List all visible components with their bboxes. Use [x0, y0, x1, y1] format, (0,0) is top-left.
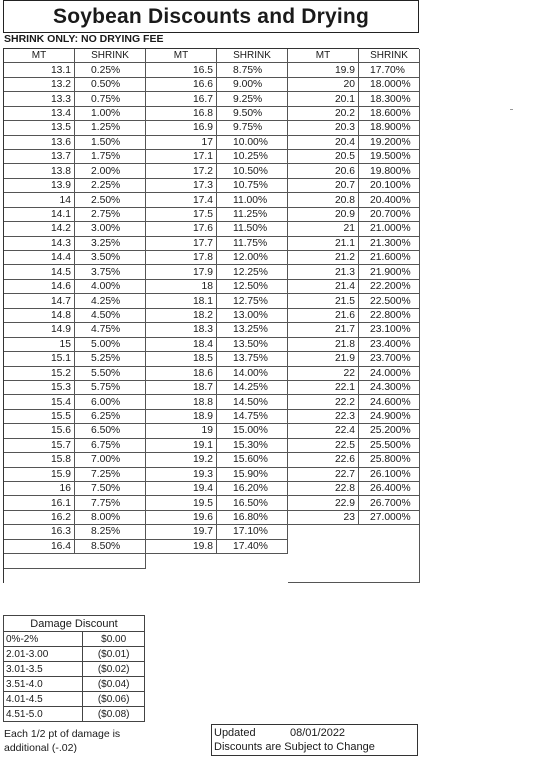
damage-note — [4, 727, 154, 755]
moisture-cell: 20.8 — [288, 193, 359, 207]
shrink-cell: 12.50% — [217, 280, 288, 294]
shrink-cell: 2.00% — [75, 164, 146, 178]
moisture-cell: 14.5 — [4, 265, 75, 279]
moisture-cell: 19.5 — [146, 496, 217, 510]
moisture-cell: 22.7 — [288, 468, 359, 482]
damage-row — [4, 677, 145, 692]
moisture-cell: 19.1 — [146, 439, 217, 453]
moisture-cell: 16.2 — [4, 511, 75, 525]
moisture-cell: 19.9 — [288, 63, 359, 77]
shrink-cell: 16.80% — [217, 511, 288, 525]
shrink-cell: 13.25% — [217, 323, 288, 337]
moisture-cell: 22.5 — [288, 439, 359, 453]
moisture-cell: 18.5 — [146, 352, 217, 366]
shrink-cell: 5.25% — [75, 352, 146, 366]
moisture-cell: 15.2 — [4, 367, 75, 381]
column-header: SHRINK — [75, 49, 146, 63]
shrink-cell: 0.25% — [75, 63, 146, 77]
damage-amount: $0.00 — [83, 632, 145, 647]
damage-range: 4.01-4.5 — [4, 692, 83, 707]
shrink-cell: 4.00% — [75, 280, 146, 294]
moisture-cell: 19.3 — [146, 468, 217, 482]
moisture-cell: 13.7 — [4, 150, 75, 164]
shrink-cell: 16.20% — [217, 482, 288, 496]
moisture-cell: 21.1 — [288, 237, 359, 251]
shrink-cell: 3.50% — [75, 251, 146, 265]
shrink-cell: 23.400% — [359, 338, 420, 352]
shrink-cell: 9.75% — [217, 121, 288, 135]
shrink-cell: 13.50% — [217, 338, 288, 352]
moisture-cell: 20.1 — [288, 92, 359, 106]
moisture-cell: 18.8 — [146, 395, 217, 409]
moisture-cell: 15.1 — [4, 352, 75, 366]
shrink-cell: 14.50% — [217, 395, 288, 409]
moisture-cell: 14.9 — [4, 323, 75, 337]
shrink-cell: 9.50% — [217, 107, 288, 121]
empty-cell — [288, 525, 420, 583]
damage-amount: ($0.01) — [83, 647, 145, 662]
moisture-cell: 18.7 — [146, 381, 217, 395]
moisture-cell: 17 — [146, 136, 217, 150]
moisture-cell: 13.3 — [4, 92, 75, 106]
shrink-cell: 15.30% — [217, 439, 288, 453]
shrink-cell: 2.75% — [75, 208, 146, 222]
damage-amount: ($0.02) — [83, 662, 145, 677]
damage-amount: ($0.06) — [83, 692, 145, 707]
moisture-cell: 16 — [4, 482, 75, 496]
moisture-cell: 21.7 — [288, 323, 359, 337]
shrink-cell: 2.25% — [75, 179, 146, 193]
moisture-cell: 21 — [288, 222, 359, 236]
moisture-cell: 16.9 — [146, 121, 217, 135]
shrink-cell: 24.600% — [359, 395, 420, 409]
shrink-cell: 18.600% — [359, 107, 420, 121]
moisture-cell: 13.8 — [4, 164, 75, 178]
shrink-cell: 12.25% — [217, 265, 288, 279]
moisture-cell: 21.4 — [288, 280, 359, 294]
shrink-cell: 10.00% — [217, 136, 288, 150]
shrink-cell: 18.300% — [359, 92, 420, 106]
shrink-cell: 21.300% — [359, 237, 420, 251]
moisture-cell: 21.3 — [288, 265, 359, 279]
shrink-cell: 17.40% — [217, 540, 288, 554]
shrink-cell: 1.75% — [75, 150, 146, 164]
shrink-cell: 8.25% — [75, 525, 146, 539]
shrink-cell: 3.75% — [75, 265, 146, 279]
moisture-cell: 13.5 — [4, 121, 75, 135]
shrink-cell: 22.800% — [359, 309, 420, 323]
shrink-cell: 26.700% — [359, 496, 420, 510]
moisture-cell: 22.2 — [288, 395, 359, 409]
shrink-cell: 24.900% — [359, 410, 420, 424]
moisture-cell: 15.6 — [4, 424, 75, 438]
column-header: SHRINK — [217, 49, 288, 63]
moisture-cell: 18.1 — [146, 294, 217, 308]
damage-range: 0%-2% — [4, 632, 83, 647]
moisture-cell: 14.8 — [4, 309, 75, 323]
moisture-cell: 22.6 — [288, 453, 359, 467]
shrink-cell: 4.25% — [75, 294, 146, 308]
shrink-cell: 10.50% — [217, 164, 288, 178]
moisture-cell: 18.4 — [146, 338, 217, 352]
shrink-cell: 20.700% — [359, 208, 420, 222]
moisture-cell: 17.5 — [146, 208, 217, 222]
moisture-cell: 13.6 — [4, 136, 75, 150]
shrink-cell: 9.25% — [217, 92, 288, 106]
scan-mark — [510, 109, 513, 110]
shrink-cell: 4.50% — [75, 309, 146, 323]
moisture-cell: 16.7 — [146, 92, 217, 106]
shrink-cell: 25.500% — [359, 439, 420, 453]
shrink-cell: 12.75% — [217, 294, 288, 308]
shrink-cell: 6.25% — [75, 410, 146, 424]
moisture-cell: 20.5 — [288, 150, 359, 164]
shrink-cell: 6.50% — [75, 424, 146, 438]
moisture-cell: 22.3 — [288, 410, 359, 424]
shrink-cell: 26.400% — [359, 482, 420, 496]
updated-date: 08/01/2022 — [290, 727, 346, 739]
moisture-cell: 15.7 — [4, 439, 75, 453]
shrink-cell: 22.500% — [359, 294, 420, 308]
shrink-cell: 11.50% — [217, 222, 288, 236]
shrink-cell: 25.200% — [359, 424, 420, 438]
moisture-cell: 15.5 — [4, 410, 75, 424]
column-header: MT — [146, 49, 217, 63]
shrink-cell: 9.00% — [217, 78, 288, 92]
shrink-cell: 19.200% — [359, 136, 420, 150]
shrink-cell: 3.00% — [75, 222, 146, 236]
shrink-cell: 7.75% — [75, 496, 146, 510]
moisture-cell: 19.4 — [146, 482, 217, 496]
shrink-cell: 13.75% — [217, 352, 288, 366]
shrink-cell: 24.300% — [359, 381, 420, 395]
moisture-cell: 16.6 — [146, 78, 217, 92]
shrink-cell: 11.25% — [217, 208, 288, 222]
moisture-cell: 22.8 — [288, 482, 359, 496]
moisture-cell: 14.4 — [4, 251, 75, 265]
moisture-cell: 17.4 — [146, 193, 217, 207]
moisture-cell: 20.9 — [288, 208, 359, 222]
updated-label: Updated — [214, 727, 256, 739]
moisture-cell: 16.8 — [146, 107, 217, 121]
moisture-cell: 15 — [4, 338, 75, 352]
shrink-cell: 15.00% — [217, 424, 288, 438]
moisture-cell: 19.7 — [146, 525, 217, 539]
shrink-cell: 20.400% — [359, 193, 420, 207]
moisture-cell: 17.3 — [146, 179, 217, 193]
moisture-cell: 20 — [288, 78, 359, 92]
damage-row — [4, 707, 145, 722]
shrink-cell: 21.600% — [359, 251, 420, 265]
moisture-cell: 17.6 — [146, 222, 217, 236]
shrink-cell: 6.75% — [75, 439, 146, 453]
shrink-cell: 12.00% — [217, 251, 288, 265]
moisture-cell: 17.7 — [146, 237, 217, 251]
moisture-cell: 20.3 — [288, 121, 359, 135]
shrink-cell: 15.90% — [217, 468, 288, 482]
moisture-cell: 22.9 — [288, 496, 359, 510]
shrink-cell: 5.50% — [75, 367, 146, 381]
shrink-cell: 11.75% — [217, 237, 288, 251]
moisture-cell: 18.6 — [146, 367, 217, 381]
moisture-cell: 13.2 — [4, 78, 75, 92]
moisture-cell: 17.8 — [146, 251, 217, 265]
shrink-cell: 18.900% — [359, 121, 420, 135]
moisture-cell: 22.1 — [288, 381, 359, 395]
damage-range: 3.51-4.0 — [4, 677, 83, 692]
shrink-cell: 7.25% — [75, 468, 146, 482]
moisture-cell: 23 — [288, 511, 359, 525]
shrink-cell: 17.70% — [359, 63, 420, 77]
subtitle: SHRINK ONLY: NO DRYING FEE — [4, 33, 164, 45]
damage-header: Damage Discount — [4, 616, 145, 632]
moisture-cell: 15.9 — [4, 468, 75, 482]
shrink-cell: 8.00% — [75, 511, 146, 525]
shrink-cell: 10.75% — [217, 179, 288, 193]
moisture-cell: 15.3 — [4, 381, 75, 395]
damage-note-line1: Each 1/2 pt of damage is — [4, 728, 121, 740]
shrink-cell: 16.50% — [217, 496, 288, 510]
column-header: MT — [4, 49, 75, 63]
moisture-cell: 14.7 — [4, 294, 75, 308]
shrink-cell: 17.10% — [217, 525, 288, 539]
damage-range: 2.01-3.00 — [4, 647, 83, 662]
moisture-cell: 14.3 — [4, 237, 75, 251]
damage-row — [4, 632, 145, 647]
shrink-cell: 0.75% — [75, 92, 146, 106]
shrink-cell: 8.50% — [75, 540, 146, 554]
shrink-cell: 21.900% — [359, 265, 420, 279]
moisture-cell: 15.8 — [4, 453, 75, 467]
moisture-cell: 19.8 — [146, 540, 217, 554]
shrink-cell: 8.75% — [217, 63, 288, 77]
moisture-cell: 22 — [288, 367, 359, 381]
shrink-cell: 6.00% — [75, 395, 146, 409]
moisture-cell: 21.8 — [288, 338, 359, 352]
moisture-cell: 18.2 — [146, 309, 217, 323]
damage-amount: ($0.04) — [83, 677, 145, 692]
shrink-table — [3, 48, 419, 583]
shrink-cell: 19.800% — [359, 164, 420, 178]
moisture-cell: 20.2 — [288, 107, 359, 121]
shrink-cell: 3.25% — [75, 237, 146, 251]
damage-note-line2: additional (-.02) — [4, 742, 77, 754]
shrink-cell: 11.00% — [217, 193, 288, 207]
damage-row — [4, 647, 145, 662]
moisture-cell: 15.4 — [4, 395, 75, 409]
shrink-cell: 27.000% — [359, 511, 420, 525]
moisture-cell: 18 — [146, 280, 217, 294]
moisture-cell: 21.9 — [288, 352, 359, 366]
shrink-cell: 20.100% — [359, 179, 420, 193]
shrink-cell: 7.00% — [75, 453, 146, 467]
moisture-cell: 16.3 — [4, 525, 75, 539]
moisture-cell: 18.9 — [146, 410, 217, 424]
shrink-cell: 7.50% — [75, 482, 146, 496]
shrink-cell: 2.50% — [75, 193, 146, 207]
shrink-cell: 23.100% — [359, 323, 420, 337]
moisture-cell: 16.1 — [4, 496, 75, 510]
shrink-cell: 14.00% — [217, 367, 288, 381]
moisture-cell: 13.1 — [4, 63, 75, 77]
moisture-cell: 14.1 — [4, 208, 75, 222]
moisture-cell: 21.5 — [288, 294, 359, 308]
moisture-cell: 14 — [4, 193, 75, 207]
moisture-cell: 21.2 — [288, 251, 359, 265]
moisture-cell: 17.9 — [146, 265, 217, 279]
shrink-cell: 1.25% — [75, 121, 146, 135]
shrink-cell: 22.200% — [359, 280, 420, 294]
shrink-cell: 13.00% — [217, 309, 288, 323]
shrink-cell: 14.25% — [217, 381, 288, 395]
moisture-cell: 20.6 — [288, 164, 359, 178]
damage-range: 4.51-5.0 — [4, 707, 83, 722]
shrink-cell: 1.50% — [75, 136, 146, 150]
moisture-cell: 20.7 — [288, 179, 359, 193]
moisture-cell: 14.2 — [4, 222, 75, 236]
shrink-cell: 5.75% — [75, 381, 146, 395]
moisture-cell: 21.6 — [288, 309, 359, 323]
empty-cell — [4, 554, 146, 568]
shrink-cell: 26.100% — [359, 468, 420, 482]
column-header: MT — [288, 49, 359, 63]
shrink-cell: 24.000% — [359, 367, 420, 381]
moisture-cell: 18.3 — [146, 323, 217, 337]
shrink-cell: 1.00% — [75, 107, 146, 121]
shrink-cell: 19.500% — [359, 150, 420, 164]
moisture-cell: 19 — [146, 424, 217, 438]
damage-row — [4, 662, 145, 677]
moisture-cell: 17.1 — [146, 150, 217, 164]
shrink-cell: 15.60% — [217, 453, 288, 467]
damage-row — [4, 692, 145, 707]
moisture-cell: 19.6 — [146, 511, 217, 525]
moisture-cell: 19.2 — [146, 453, 217, 467]
page-title: Soybean Discounts and Drying — [3, 0, 419, 33]
moisture-cell: 13.9 — [4, 179, 75, 193]
moisture-cell: 16.5 — [146, 63, 217, 77]
moisture-cell: 16.4 — [4, 540, 75, 554]
moisture-cell: 22.4 — [288, 424, 359, 438]
moisture-cell: 13.4 — [4, 107, 75, 121]
shrink-cell: 0.50% — [75, 78, 146, 92]
updated-notice: Discounts are Subject to Change — [214, 741, 375, 753]
damage-amount: ($0.08) — [83, 707, 145, 722]
shrink-cell: 25.800% — [359, 453, 420, 467]
shrink-cell: 18.000% — [359, 78, 420, 92]
shrink-cell: 10.25% — [217, 150, 288, 164]
damage-discount-table — [3, 615, 145, 722]
shrink-cell: 14.75% — [217, 410, 288, 424]
moisture-cell: 20.4 — [288, 136, 359, 150]
shrink-cell: 5.00% — [75, 338, 146, 352]
updated-box — [211, 724, 418, 756]
moisture-cell: 14.6 — [4, 280, 75, 294]
column-header: SHRINK — [359, 49, 420, 63]
shrink-cell: 4.75% — [75, 323, 146, 337]
damage-range: 3.01-3.5 — [4, 662, 83, 677]
moisture-cell: 17.2 — [146, 164, 217, 178]
shrink-cell: 21.000% — [359, 222, 420, 236]
shrink-cell: 23.700% — [359, 352, 420, 366]
